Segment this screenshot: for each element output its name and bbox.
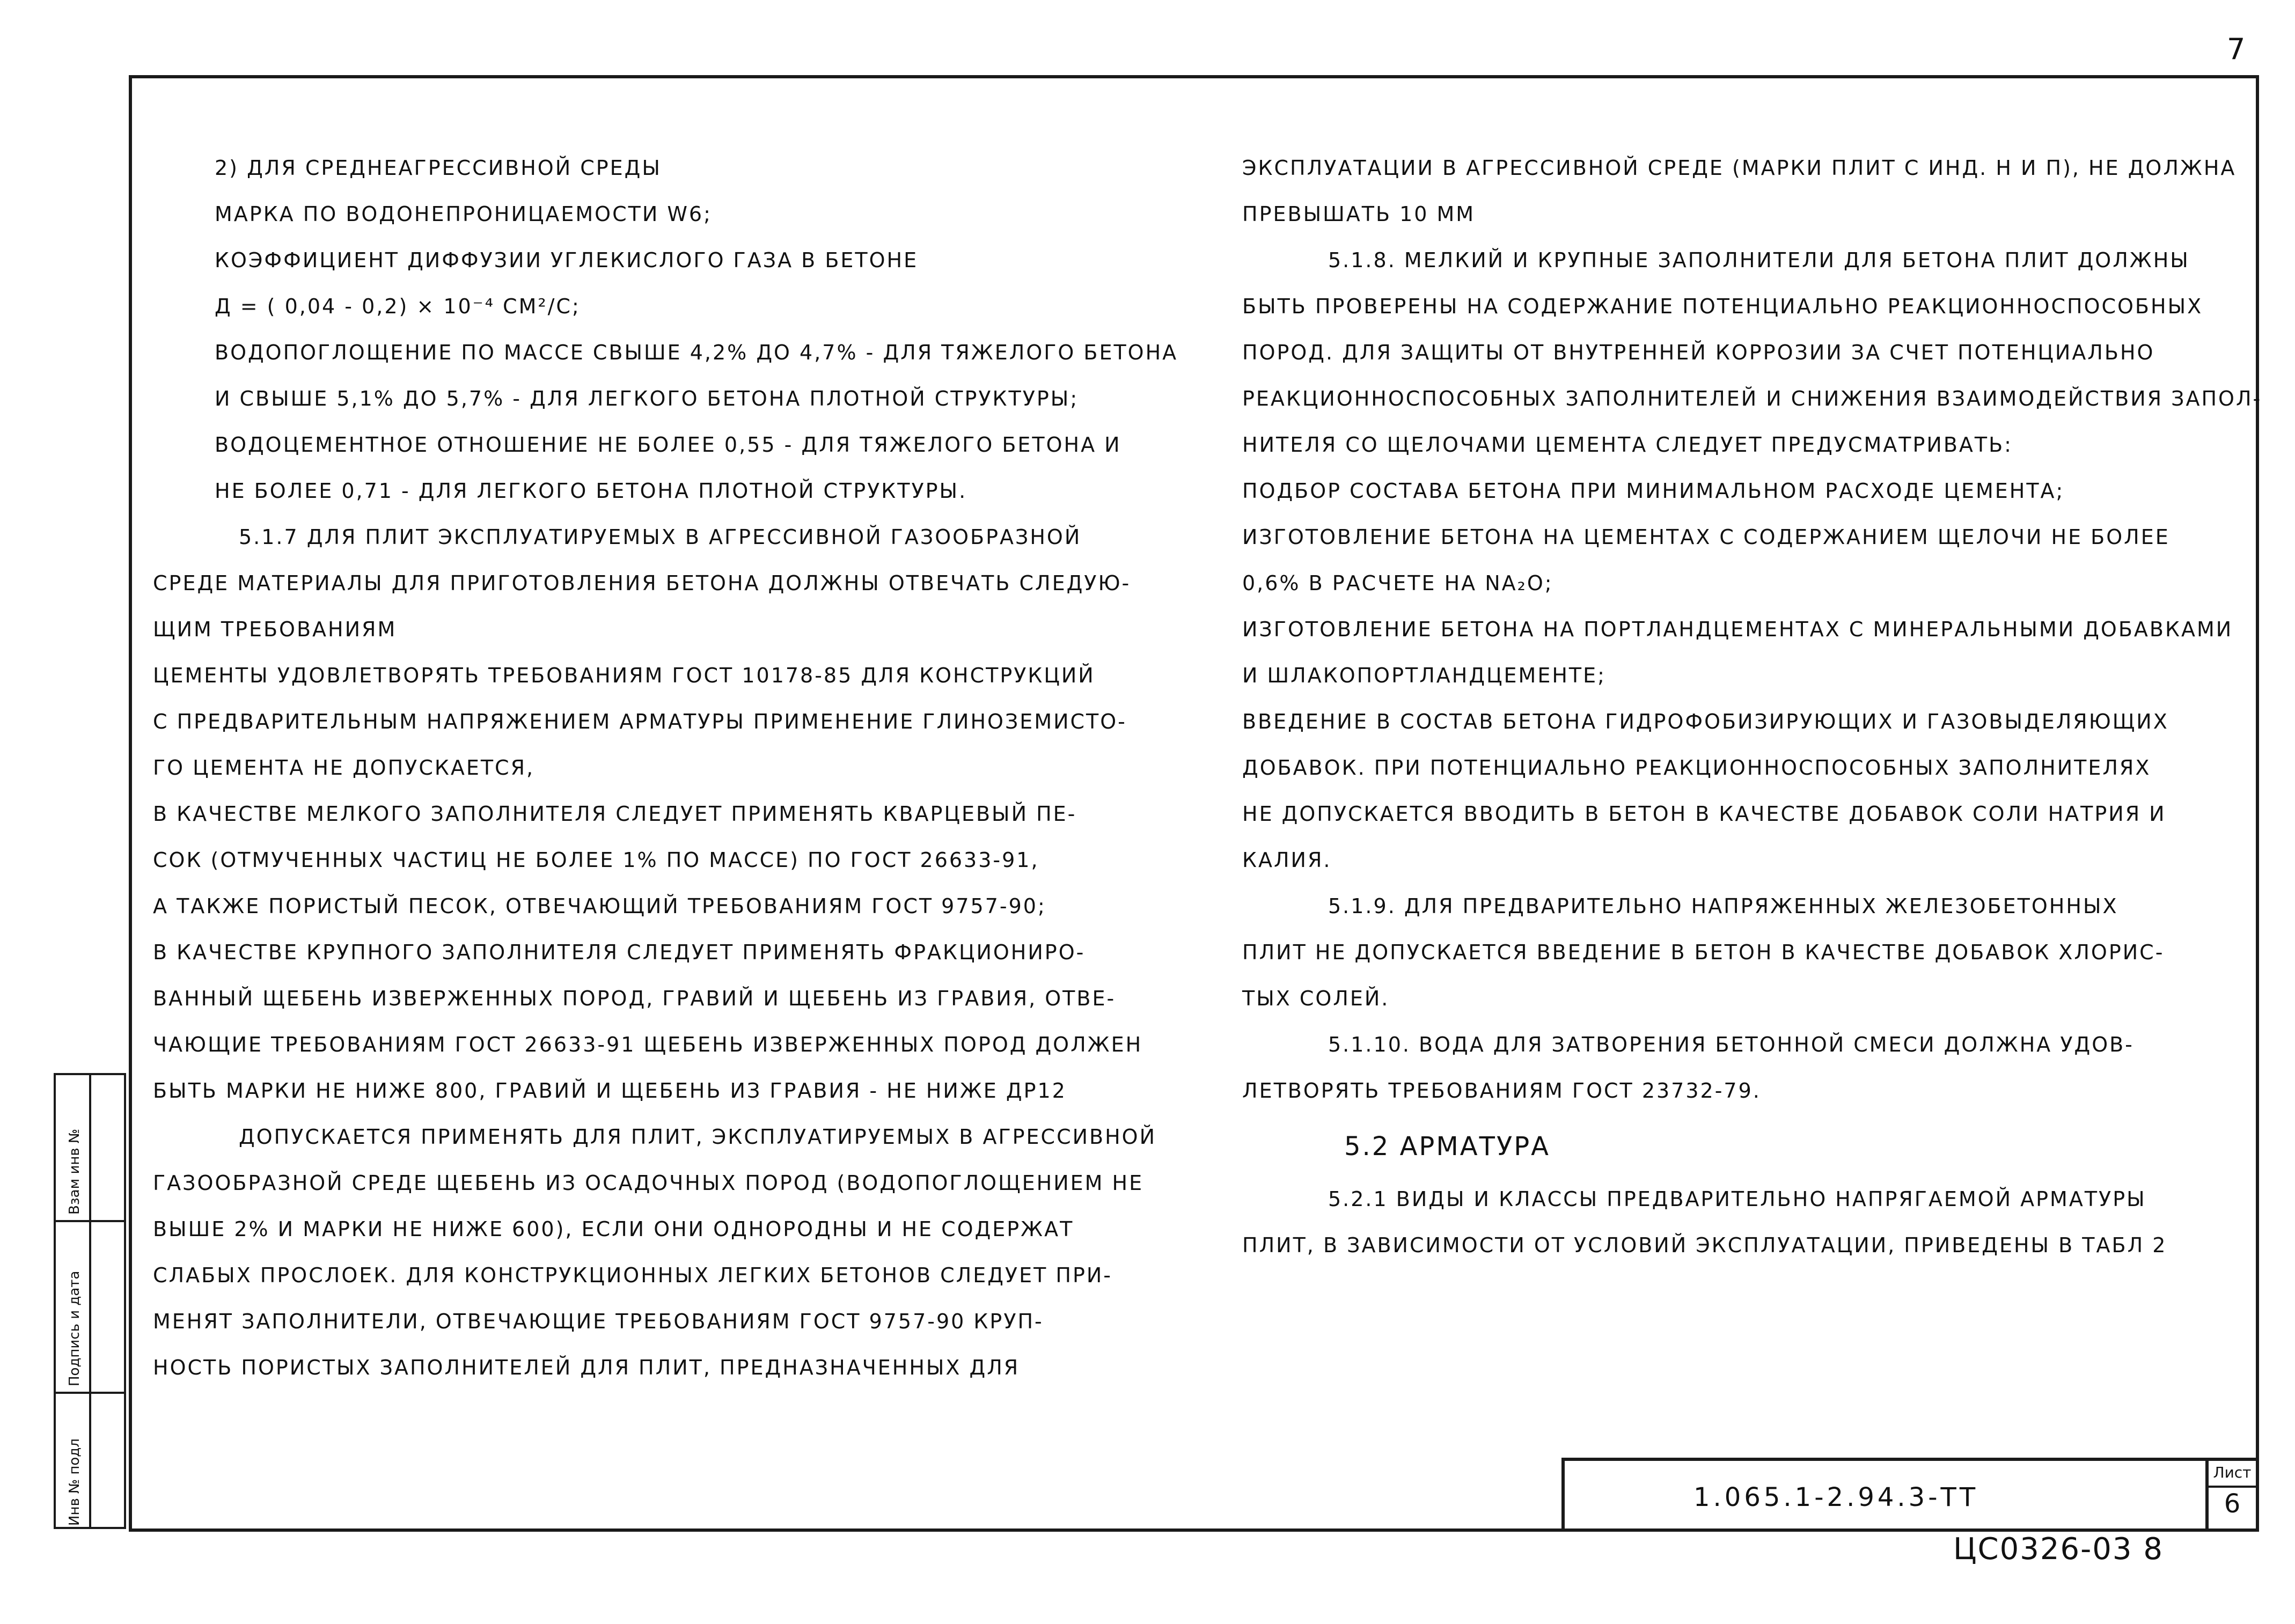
text-line: 5.1.10. ВОДА ДЛЯ ЗАТВОРЕНИЯ БЕТОННОЙ СМЕСИ ДОЛЖНА УДОВ-	[1328, 1033, 2134, 1056]
text-line: 5.1.7 ДЛЯ ПЛИТ ЭКСПЛУАТИРУЕМЫХ В АГРЕССИВНОЙ ГАЗООБРАЗНОЙ	[239, 525, 1082, 549]
text-line: ВОДОЦЕМЕНТНОЕ ОТНОШЕНИЕ НЕ БОЛЕЕ 0,55 - ДЛЯ ТЯЖЕЛОГО БЕТОНА И	[215, 433, 1121, 457]
text-line: 5.2.1 ВИДЫ И КЛАССЫ ПРЕДВАРИТЕЛЬНО НАПРЯГАЕМОЙ АРМАТУРЫ	[1328, 1187, 2146, 1211]
text-line: В КАЧЕСТВЕ КРУПНОГО ЗАПОЛНИТЕЛЯ СЛЕДУЕТ ПРИМЕНЯТЬ ФРАКЦИОНИРО-	[153, 940, 1086, 964]
text-line: А ТАКЖЕ ПОРИСТЫЙ ПЕСОК, ОТВЕЧАЮЩИЙ ТРЕБОВАНИЯМ ГОСТ 9757-90;	[153, 894, 1046, 918]
document-code: 1.065.1-2.94.3-ТТ	[1693, 1482, 1979, 1512]
text-line: МЕНЯТ ЗАПОЛНИТЕЛИ, ОТВЕЧАЮЩИЕ ТРЕБОВАНИЯМ ГОСТ 9757-90 КРУП-	[153, 1310, 1044, 1333]
text-line: ВЫШЕ 2% И МАРКИ НЕ НИЖЕ 600), ЕСЛИ ОНИ ОДНОРОДНЫ И НЕ СОДЕРЖАТ	[153, 1217, 1074, 1241]
side-stamp-label: Взам инв №	[67, 1129, 83, 1215]
right-text-column	[1242, 145, 2262, 1268]
side-stamp-cell-inv	[56, 1075, 124, 1220]
text-line: И СВЫШЕ 5,1% ДО 5,7% - ДЛЯ ЛЕГКОГО БЕТОНА ПЛОТНОЙ СТРУКТУРЫ;	[215, 387, 1079, 410]
side-stamp-cell-signature	[56, 1220, 124, 1392]
text-line: ТЫХ СОЛЕЙ.	[1242, 987, 1390, 1010]
archive-code: ЦС0326-03 8	[1953, 1532, 2164, 1567]
sheet-label: Лист	[2209, 1461, 2256, 1488]
left-text-column	[153, 145, 1178, 1391]
text-line: ИЗГОТОВЛЕНИЕ БЕТОНА НА ЦЕМЕНТАХ С СОДЕРЖАНИЕМ ЩЕЛОЧИ НЕ БОЛЕЕ	[1242, 525, 2170, 549]
text-line: СРЕДЕ МАТЕРИАЛЫ ДЛЯ ПРИГОТОВЛЕНИЯ БЕТОНА ДОЛЖНЫ ОТВЕЧАТЬ СЛЕДУЮ-	[153, 571, 1131, 595]
text-line: ПРЕВЫШАТЬ 10 ММ	[1242, 202, 1476, 226]
text-line: ЧАЮЩИЕ ТРЕБОВАНИЯМ ГОСТ 26633-91 ЩЕБЕНЬ ИЗВЕРЖЕННЫХ ПОРОД ДОЛЖЕН	[153, 1033, 1143, 1056]
text-line: ИЗГОТОВЛЕНИЕ БЕТОНА НА ПОРТЛАНДЦЕМЕНТАХ С МИНЕРАЛЬНЫМИ ДОБАВКАМИ	[1242, 618, 2233, 641]
text-line: МАРКА ПО ВОДОНЕПРОНИЦАЕМОСТИ W6;	[215, 202, 712, 226]
text-line: ВОДОПОГЛОЩЕНИЕ ПО МАССЕ СВЫШЕ 4,2% ДО 4,7% - ДЛЯ ТЯЖЕЛОГО БЕТОНА	[215, 341, 1178, 364]
text-line: НЕ БОЛЕЕ 0,71 - ДЛЯ ЛЕГКОГО БЕТОНА ПЛОТНОЙ СТРУКТУРЫ.	[215, 479, 967, 503]
text-line: КАЛИЯ.	[1242, 848, 1332, 872]
text-line: ЛЕТВОРЯТЬ ТРЕБОВАНИЯМ ГОСТ 23732-79.	[1242, 1079, 1761, 1103]
sheet-number: 6	[2224, 1489, 2241, 1519]
text-line: ЩИМ ТРЕБОВАНИЯМ	[153, 618, 397, 641]
text-line: СОК (ОТМУЧЕННЫХ ЧАСТИЦ НЕ БОЛЕЕ 1% ПО МАССЕ) ПО ГОСТ 26633-91,	[153, 848, 1039, 872]
text-line: ЦЕМЕНТЫ УДОВЛЕТВОРЯТЬ ТРЕБОВАНИЯМ ГОСТ 10178-85 ДЛЯ КОНСТРУКЦИЙ	[153, 664, 1095, 687]
side-stamp-label: Инв № подл	[67, 1438, 83, 1526]
text-line: НОСТЬ ПОРИСТЫХ ЗАПОЛНИТЕЛЕЙ ДЛЯ ПЛИТ, ПРЕДНАЗНАЧЕННЫХ ДЛЯ	[153, 1356, 1020, 1379]
text-line: ПОРОД. ДЛЯ ЗАЩИТЫ ОТ ВНУТРЕННЕЙ КОРРОЗИИ ЗА СЧЕТ ПОТЕНЦИАЛЬНО	[1242, 341, 2155, 364]
text-line: ЭКСПЛУАТАЦИИ В АГРЕССИВНОЙ СРЕДЕ (МАРКИ ПЛИТ С ИНД. Н И П), НЕ ДОЛЖНА	[1242, 156, 2237, 180]
text-line: ПЛИТ, В ЗАВИСИМОСТИ ОТ УСЛОВИЙ ЭКСПЛУАТАЦИИ, ПРИВЕДЕНЫ В ТАБЛ 2	[1242, 1233, 2167, 1257]
text-line: СЛАБЫХ ПРОСЛОЕК. ДЛЯ КОНСТРУКЦИОННЫХ ЛЕГКИХ БЕТОНОВ СЛЕДУЕТ ПРИ-	[153, 1263, 1112, 1287]
text-line: ВВЕДЕНИЕ В СОСТАВ БЕТОНА ГИДРОФОБИЗИРУЮЩИХ И ГАЗОВЫДЕЛЯЮЩИХ	[1242, 710, 2169, 733]
text-line: БЫТЬ МАРКИ НЕ НИЖЕ 800, ГРАВИЙ И ЩЕБЕНЬ ИЗ ГРАВИЯ - НЕ НИЖЕ ДР12	[153, 1079, 1067, 1103]
text-line: ДОБАВОК. ПРИ ПОТЕНЦИАЛЬНО РЕАКЦИОННОСПОСОБНЫХ ЗАПОЛНИТЕЛЯХ	[1242, 756, 2151, 780]
text-line: Д = ( 0,04 - 0,2) × 10⁻⁴ СМ²/С;	[215, 295, 581, 318]
text-line: 5.1.9. ДЛЯ ПРЕДВАРИТЕЛЬНО НАПРЯЖЕННЫХ ЖЕЛЕЗОБЕТОННЫХ	[1328, 894, 2118, 918]
text-line: РЕАКЦИОННОСПОСОБНЫХ ЗАПОЛНИТЕЛЕЙ И СНИЖЕНИЯ ВЗАИМОДЕЙСТВИЯ ЗАПОЛ-	[1242, 387, 2262, 410]
text-line: С ПРЕДВАРИТЕЛЬНЫМ НАПРЯЖЕНИЕМ АРМАТУРЫ ПРИМЕНЕНИЕ ГЛИНОЗЕМИСТО-	[153, 710, 1127, 733]
text-line: ГО ЦЕМЕНТА НЕ ДОПУСКАЕТСЯ,	[153, 756, 535, 780]
corner-page-number: 7	[2227, 32, 2246, 66]
side-stamp-label: Подпись и дата	[67, 1270, 83, 1386]
text-line: ПОДБОР СОСТАВА БЕТОНА ПРИ МИНИМАЛЬНОМ РАСХОДЕ ЦЕМЕНТА;	[1242, 479, 2065, 503]
title-block	[1561, 1458, 2205, 1532]
text-line: НИТЕЛЯ СО ЩЕЛОЧАМИ ЦЕМЕНТА СЛЕДУЕТ ПРЕДУСМАТРИВАТЬ:	[1242, 433, 2013, 457]
text-line: ГАЗООБРАЗНОЙ СРЕДЕ ЩЕБЕНЬ ИЗ ОСАДОЧНЫХ ПОРОД (ВОДОПОГЛОЩЕНИЕМ НЕ	[153, 1171, 1144, 1195]
text-line: В КАЧЕСТВЕ МЕЛКОГО ЗАПОЛНИТЕЛЯ СЛЕДУЕТ ПРИМЕНЯТЬ КВАРЦЕВЫЙ ПЕ-	[153, 802, 1077, 826]
text-line: КОЭФФИЦИЕНТ ДИФФУЗИИ УГЛЕКИСЛОГО ГАЗА В БЕТОНЕ	[215, 248, 919, 272]
text-line: БЫТЬ ПРОВЕРЕНЫ НА СОДЕРЖАНИЕ ПОТЕНЦИАЛЬНО РЕАКЦИОННОСПОСОБНЫХ	[1242, 295, 2203, 318]
side-stamp-cell-orig	[56, 1392, 124, 1531]
text-line: ВАННЫЙ ЩЕБЕНЬ ИЗВЕРЖЕННЫХ ПОРОД, ГРАВИЙ И ЩЕБЕНЬ ИЗ ГРАВИЯ, ОТВЕ-	[153, 987, 1116, 1010]
sheet-box	[2205, 1458, 2259, 1532]
section-heading: 5.2 АРМАТУРА	[1344, 1131, 1550, 1162]
text-line: 5.1.8. МЕЛКИЙ И КРУПНЫЕ ЗАПОЛНИТЕЛИ ДЛЯ БЕТОНА ПЛИТ ДОЛЖНЫ	[1328, 248, 2190, 272]
text-line: ПЛИТ НЕ ДОПУСКАЕТСЯ ВВЕДЕНИЕ В БЕТОН В КАЧЕСТВЕ ДОБАВОК ХЛОРИС-	[1242, 940, 2165, 964]
text-line: И ШЛАКОПОРТЛАНДЦЕМЕНТЕ;	[1242, 664, 1606, 687]
text-line: НЕ ДОПУСКАЕТСЯ ВВОДИТЬ В БЕТОН В КАЧЕСТВЕ ДОБАВОК СОЛИ НАТРИЯ И	[1242, 802, 2166, 826]
text-line: ДОПУСКАЕТСЯ ПРИМЕНЯТЬ ДЛЯ ПЛИТ, ЭКСПЛУАТИРУЕМЫХ В АГРЕССИВНОЙ	[239, 1125, 1157, 1149]
side-stamp	[54, 1073, 126, 1529]
text-line: 2) ДЛЯ СРЕДНЕАГРЕССИВНОЙ СРЕДЫ	[215, 156, 662, 180]
text-line: 0,6% В РАСЧЕТЕ НА NA₂O;	[1242, 571, 1553, 595]
